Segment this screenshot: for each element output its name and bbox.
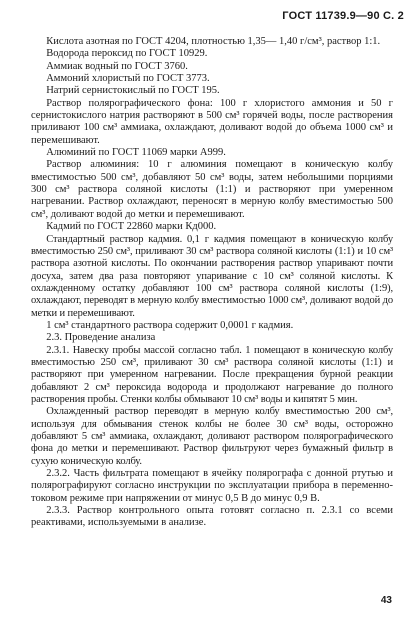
section-heading: 2.3. Проведение анализа [46,332,156,344]
paragraph: Охлажденный раствор переводят в мерную колбу вместимостью 200 см³, используя для обмывания стенок колбы не более 30 см³ воды, осторожно добавляют 5 см³ аммиака, охлаждают, доливают раствором полярографического фона до метки и перемешивают. Раствор фильтруют через бумажный фильтр в сухую коническую колбу. [31,406,393,467]
paragraph: Кадмий по ГОСТ 22860 марки Кд000. [46,221,217,233]
paragraph: Раствор алюминия: 10 г алюминия помещают в коническую колбу вместимостью 500 см³, добавляют 50 см³ воды, затем небольшими порциями 300 см³ раствора соляной кислоты (1:1) и растворяют при умеренном нагревании. Раствор охлаждают, переносят в мерную колбу вместимостью 500 см³, доливают водой до метки и перемешивают. [31,159,393,220]
paragraph: Водорода пероксид по ГОСТ 10929. [46,48,208,60]
paragraph: Раствор полярографического фона: 100 г хлористого аммония и 50 г сернистокислого натрия растворяют в 500 см³ горячей воды, после растворения приливают 100 см³ аммиака, охлаждают, доливают водой до объема 1000 см³ и перемешивают. [31,97,393,146]
paragraph: 2.3.3. Раствор контрольного опыта готовят согласно п. 2.3.1 со всеми реактивами, используемыми в анализе. [31,505,393,529]
page-header: ГОСТ 11739.9—90 С. 2 [282,10,404,22]
paragraph: Натрий сернистокислый по ГОСТ 195. [46,85,220,97]
document-body [31,36,393,530]
paragraph: Аммиак водный по ГОСТ 3760. [46,60,188,72]
paragraph: 1 см³ стандартного раствора содержит 0,0001 г кадмия. [46,319,294,331]
paragraph: Стандартный раствор кадмия. 0,1 г кадмия помещают в коническую колбу вместимостью 250 см³, приливают 30 см³ раствора соляной кислоты (1:1) и 10 см³ раствора азотной кислоты. По окончании растворения раствор упаривают почти досуха, затем два раза повторяют упаривание с 10 см³ соляной кислоты. К охлажденному остатку добавляют 100 см³ раствора соляной кислоты (1:9), охлаждают, переводят в мерную колбу вместимостью 1000 см³, доливают водой до метки и перемешивают. [31,233,393,319]
paragraph: 2.3.2. Часть фильтрата помещают в ячейку полярографа с донной ртутью и полярографируют согласно инструкции по эксплуатации прибора в переменно-токовом режиме при напряжении от минус 0,5 В до минус 0,9 В. [31,468,393,504]
paragraph: Кислота азотная по ГОСТ 4204, плотностью 1,35— 1,40 г/см³, раствор 1:1. [46,36,381,47]
paragraph: 2.3.1. Навеску пробы массой согласно табл. 1 помещают в коническую колбу вместимостью 250 см³, приливают 30 см³ раствора соляной кислоты (1:1) и растворяют при умеренном нагревании. После прекращения бурной реакции добавляют 2 см³ пероксида водорода и продолжают нагревание до полного растворения пробы. Стенки колбы обмывают 10 см³ воды и кипятят 5 мин. [31,344,393,405]
page-number: 43 [380,595,392,606]
paragraph: Алюминий по ГОСТ 11069 марки А999. [46,147,226,159]
paragraph: Аммоний хлористый по ГОСТ 3773. [46,73,210,85]
